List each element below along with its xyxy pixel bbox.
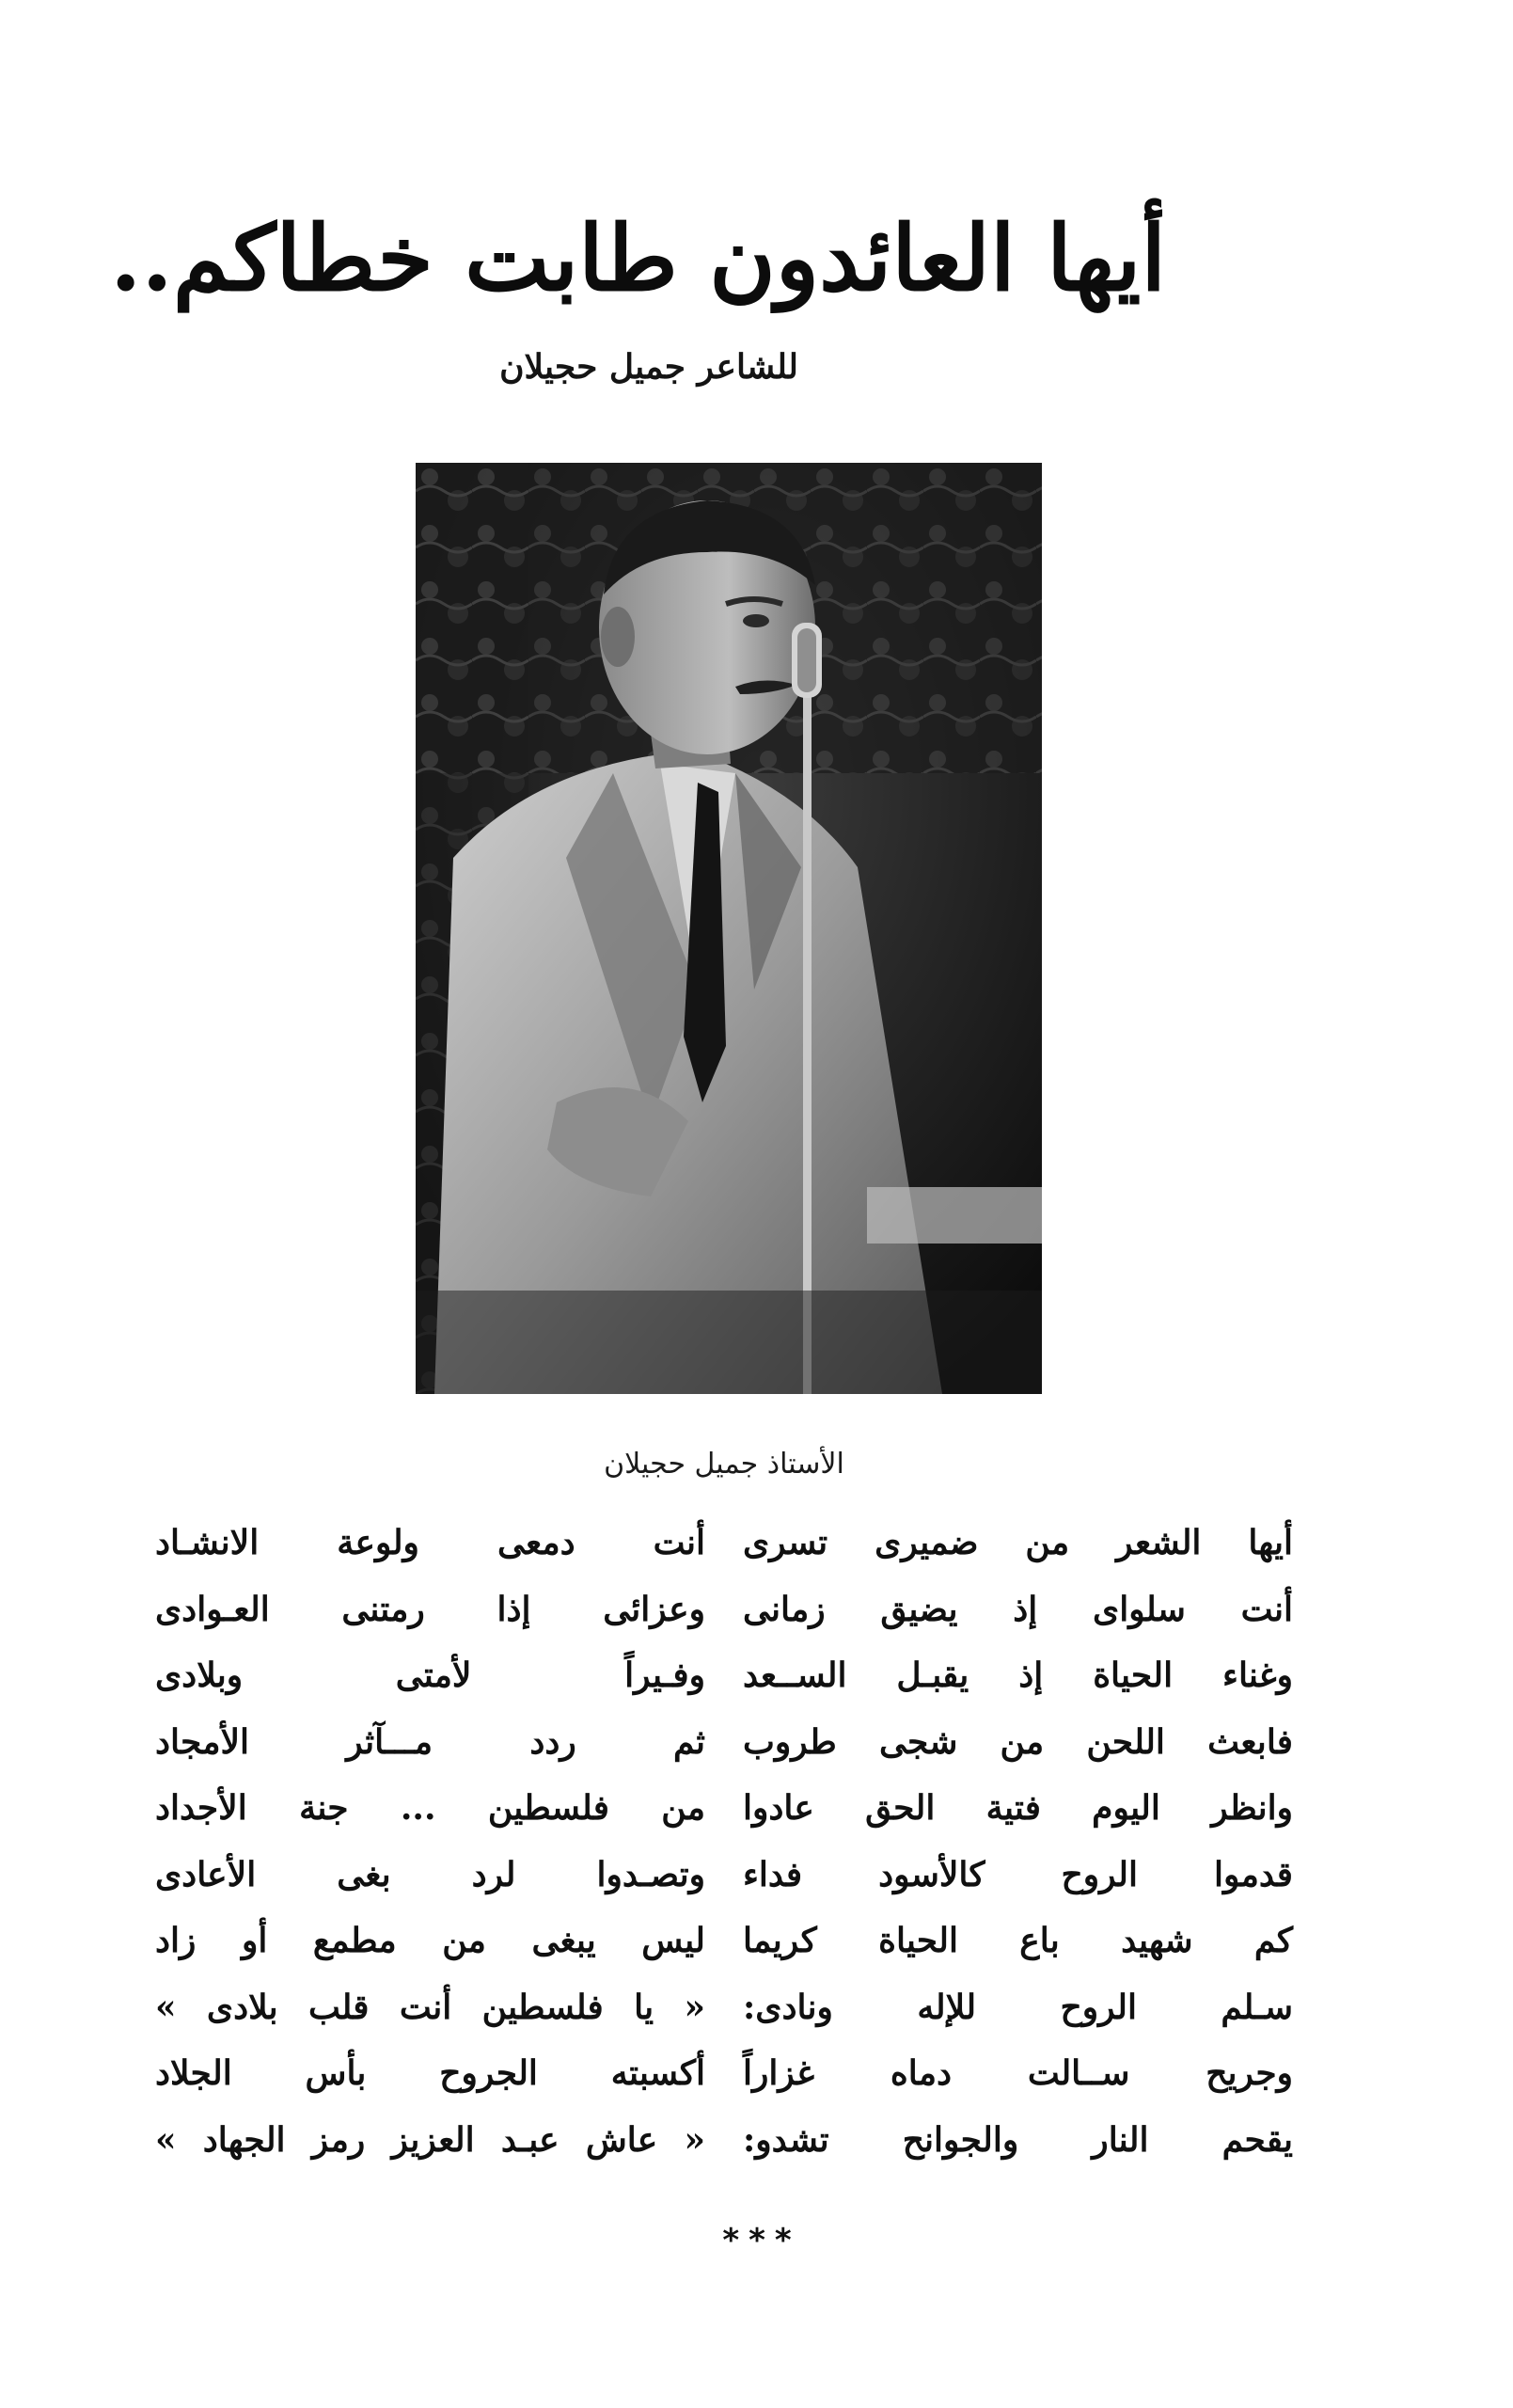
- verse-second-hemistich: وفـيراً لأمتى وبلادى: [155, 1656, 705, 1696]
- verse-second-hemistich: ليس يبغى من مطمع أو زاد: [155, 1921, 705, 1961]
- verse-first-hemistich: أنت سلواى إذ يضيق زمانى: [743, 1589, 1293, 1629]
- verse-first-hemistich: يقحم النار والجوانح تشدو:: [743, 2119, 1293, 2160]
- verse-second-hemistich: ثم ردد مـــآثر الأمجاد: [155, 1721, 705, 1762]
- verse: [155, 1974, 1293, 2041]
- verse: [155, 2040, 1293, 2107]
- verse: [155, 1908, 1293, 1974]
- byline: للشاعر جميل حجيلان: [499, 347, 798, 387]
- verse: [155, 1709, 1293, 1776]
- portrait-photo: [416, 463, 1042, 1394]
- verse-second-hemistich: « يا فلسطين أنت قلب بلادى »: [155, 1987, 705, 2027]
- poem: [155, 1510, 1293, 2173]
- verse: [155, 1510, 1293, 1576]
- verse: [155, 1576, 1293, 1643]
- verse-second-hemistich: وعزائى إذا رمتنى العـوادى: [155, 1589, 705, 1629]
- verse-second-hemistich: « عاش عبـد العزيز رمز الجهاد »: [155, 2119, 705, 2160]
- verse-second-hemistich: وتصـدوا لرد بغى الأعادى: [155, 1854, 705, 1894]
- verse-second-hemistich: أكسبته الجروح بأس الجلاد: [155, 2053, 705, 2094]
- verse-first-hemistich: كم شهيد باع الحياة كريما: [743, 1921, 1293, 1961]
- portrait-photo-illustration: [416, 463, 1042, 1394]
- verse: [155, 1642, 1293, 1709]
- verse-first-hemistich: قدموا الروح كالأسود فداء: [743, 1854, 1293, 1894]
- photo-caption: الأستاذ جميل حجيلان: [604, 1448, 844, 1481]
- verse: [155, 2107, 1293, 2174]
- verse-second-hemistich: أنت دمعى ولوعة الانشـاد: [155, 1523, 705, 1563]
- verse-first-hemistich: وانظر اليوم فتية الحق عادوا: [743, 1788, 1293, 1829]
- verse-second-hemistich: من فلسطين ... جنة الأجداد: [155, 1788, 705, 1829]
- verse: [155, 1775, 1293, 1842]
- verse-first-hemistich: فابعث اللحن من شجى طروب: [743, 1721, 1293, 1762]
- verse: [155, 1842, 1293, 1909]
- verse-first-hemistich: أيها الشعر من ضميرى تسرى: [743, 1523, 1293, 1563]
- section-separator: ***: [722, 2222, 801, 2259]
- verse-first-hemistich: سـلم الروح للإله ونادى:: [743, 1987, 1293, 2027]
- poem-title: أيها العائدون طابت خطاكم..: [109, 205, 1166, 311]
- verse-first-hemistich: وجريح ســالت دماه غزاراً: [743, 2053, 1293, 2094]
- verse-first-hemistich: وغناء الحياة إذ يقبـل الســعد: [743, 1656, 1293, 1696]
